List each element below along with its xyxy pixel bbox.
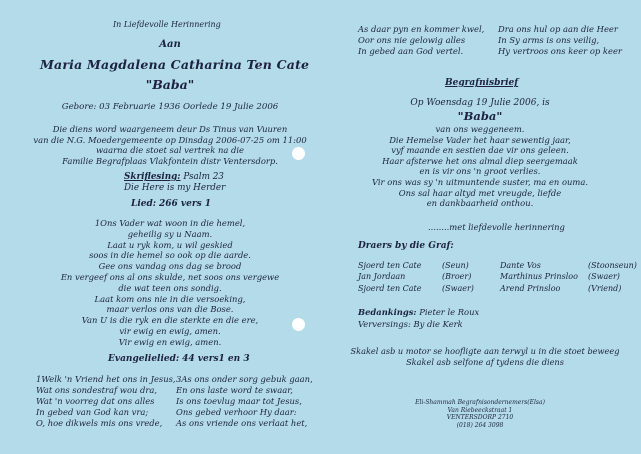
song-value: 266 vers 1 [158, 199, 212, 209]
hymn-line: Dra ons hul op aan die Heer [498, 24, 618, 34]
bearer-relation: (Stoonseun) [588, 261, 637, 270]
service-details [20, 124, 320, 166]
bearer-name: Dante Vos [500, 261, 541, 270]
notice-line: Vir ons was sy 'n uitmuntende suster, ma en ouma. [371, 176, 589, 187]
song-lyrics [20, 218, 320, 348]
hymn-line: In gebed aan God vertel. [358, 46, 464, 56]
hymn-line: Ons gebed verhoor Hy daar: [176, 407, 297, 417]
bearer-name: Marthinus Prinsloo [500, 272, 578, 282]
bearer-name: Jan Jordaan [358, 272, 406, 282]
notice-line: en is vir ons 'n groot verlies. [419, 166, 541, 177]
bearer-row [358, 271, 637, 282]
bearer-relation: (Seun) [442, 261, 469, 270]
hymn-line: Hy vertroos ons keer op keer [498, 46, 622, 56]
deceased-nickname: "Baba" [145, 77, 195, 92]
service-line: van die N.G. Moedergemeente op Dinsdag 2006-07-25 om 11:00 [33, 134, 307, 145]
hymn-verse-3 [176, 374, 313, 429]
service-line: waarna die stoet sal vertrek na die [96, 145, 244, 156]
service-line: Die diens word waargeneem deur Ds Tinus van Vuuren [52, 124, 288, 134]
song-line: maar verlos ons van die Bose. [106, 304, 234, 315]
bearer-relation: (Broer) [442, 272, 472, 282]
notice-line: van ons weggeneem. [435, 124, 525, 134]
procession-instructions [340, 346, 630, 368]
hymn-verse-1 [36, 374, 176, 429]
scripture-label: Skriflesing: [124, 172, 181, 182]
hymn-line: Wat ons sondestraf wou dra, [36, 385, 158, 395]
notice-title: Begrafnisbrief [445, 78, 519, 88]
service-line: Familie Begrafplaas Vlakfontein distr Ventersdorp. [62, 155, 278, 166]
hymn-line: Wat 'n voorreg dat ons alles [36, 396, 155, 406]
instruction-line: Skakel asb selfone af tydens die diens [406, 357, 564, 367]
undertaker-line: (018) 264 3098 [456, 421, 504, 429]
bearer-row [358, 283, 637, 294]
hymn-line: O, hoe dikwels mis ons vrede, [36, 418, 163, 428]
notice-date-line: Op Woensdag 19 Julie 2006, is [410, 98, 550, 108]
aan-heading: Aan [159, 39, 181, 50]
undertaker-line: Eli-Shammah Begrafnisondernemers(Elsa) [415, 399, 545, 406]
thanks-value: Pieter le Roux [419, 307, 480, 317]
notice-line: Haar afsterwe het ons almal diep seergemaak [382, 155, 578, 166]
bearers-heading: Draers by die Graf: [358, 241, 454, 251]
song-line: Gee ons vandag ons dag se brood [98, 261, 242, 272]
notice-body [340, 124, 620, 209]
instruction-line: Skakel asb u motor se hoofligte aan terwyl u in die stoet beweeg [350, 346, 620, 356]
notice-line: en dankbaarheid onthou. [426, 198, 534, 209]
scripture-value: Psalm 23 [183, 172, 224, 182]
song-heading [131, 199, 211, 210]
song-line: die wat teen ons sondig. [118, 282, 222, 293]
song-line: En vergeef ons al ons skulde, net soos ons vergewe [60, 271, 280, 282]
scripture-title: Die Here is my Herder [124, 183, 226, 193]
hymn-line: 1Welk 'n Vriend het ons in Jesus, [36, 374, 176, 384]
song-label: Lied: [131, 199, 157, 209]
undertaker-details [380, 399, 580, 429]
undertaker-line: VENTERSDORP 2710 [446, 414, 514, 422]
hymn-line: Is ons toevlug maar tot Jesus, [176, 396, 302, 406]
with-love-line: ........met liefdevolle herinnering [428, 222, 565, 232]
hymn-line: Oor ons nie gelowig alles [358, 35, 466, 45]
bearer-relation: (Swaer) [588, 272, 620, 282]
hymn-value: 44 vers1 en 3 [182, 354, 250, 364]
hymn-heading [108, 354, 250, 365]
scripture-reading [124, 172, 224, 183]
bearer-relation: (Vriend) [588, 283, 622, 293]
hymn-line: As ons vriende ons verlaat het, [176, 418, 308, 428]
birth-death-dates: Gebore: 03 Februarie 1936 Oorlede 19 Julie 2006 [61, 102, 279, 112]
hymn-line: As daar pyn en kommer kwel, [358, 24, 485, 34]
hymn-line: In Sy arms is ons veilig, [498, 35, 600, 45]
bearer-row [358, 260, 637, 271]
song-line: Vir ewig en ewig, amen. [118, 336, 222, 347]
notice-line: Ons sal haar altyd met vreugde, liefde [398, 187, 562, 198]
thanks-label: Bedankings: [358, 307, 417, 317]
bearer-name: Arend Prinsloo [500, 283, 561, 293]
bearer-relation: (Swaer) [442, 283, 474, 293]
notice-line: Die Hemelse Vader het haar sewentig jaar, [389, 134, 571, 145]
hymn-line: En ons laste word te swaar, [176, 385, 293, 395]
song-line: soos in die hemel so ook op die aarde. [89, 250, 251, 261]
song-line: 1Ons Vader wat woon in die hemel, [94, 218, 246, 228]
song-line: geheilig sy u Naam. [127, 228, 213, 239]
memorial-heading: In Liefdevolle Herinnering [113, 20, 221, 29]
deceased-name: Maria Magdalena Catharina Ten Cate [40, 57, 310, 72]
thanks-line [358, 307, 479, 318]
bearers-list [358, 260, 637, 294]
refreshments-label: Verversings: [358, 319, 411, 329]
hymn-continued-2 [498, 24, 622, 57]
notice-line: vyf maande en sestien dae vir ons geleen. [391, 145, 569, 156]
bearer-name: Sjoerd ten Cate [358, 283, 422, 293]
song-line: Laat kom ons nie in die versoeking, [94, 293, 246, 304]
hymn-line: 3As ons onder sorg gebuk gaan, [176, 374, 313, 384]
song-line: Van U is die ryk en die sterkte en die ere, [81, 315, 259, 326]
hymn-label: Evangelielied: [108, 354, 180, 364]
notice-nickname: "Baba" [457, 109, 503, 123]
hymn-line: In gebed van God kan vra; [36, 407, 149, 417]
refreshments-value: By die Kerk [413, 319, 463, 329]
refreshments-line [358, 319, 463, 330]
undertaker-line: Van Riebeeckstraat 1 [447, 406, 513, 414]
song-line: vir ewig en ewig, amen. [119, 325, 221, 336]
bearer-name: Sjoerd ten Cate [358, 261, 422, 270]
hymn-continued-1 [358, 24, 484, 57]
song-line: Laat u ryk kom, u wil geskied [107, 239, 233, 250]
